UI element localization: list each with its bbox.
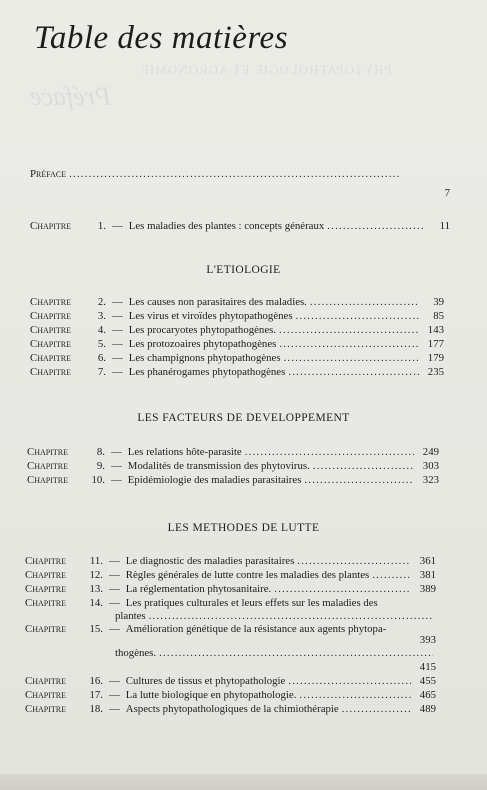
chapter-label: Chapitre — [27, 460, 68, 472]
chapter-label: Chapitre — [30, 310, 71, 322]
chapter-number: 5. — [97, 338, 106, 350]
chapter-number: 6. — [97, 352, 106, 364]
toc-entry-chapter-3[interactable] — [30, 310, 444, 323]
chapter-title: Les causes non parasitaires des maladies. — [128, 296, 307, 308]
dot-leader — [299, 689, 411, 702]
page-number: 455 — [419, 675, 436, 687]
chapter-number: 7. — [97, 366, 106, 378]
toc-entry-chapter-13[interactable] — [25, 583, 436, 596]
chapter-label: Chapitre — [30, 366, 71, 378]
page-number: 143 — [427, 324, 444, 336]
toc-entry-chapter-10[interactable] — [27, 474, 439, 487]
dash: — — [112, 366, 123, 378]
chapter-label: Chapitre — [25, 569, 66, 581]
dash: — — [109, 597, 120, 609]
chapter-number: 15. — [89, 623, 103, 635]
page-number: 361 — [419, 555, 436, 567]
toc-entry-chapter-15[interactable] — [25, 623, 436, 636]
chapter-label: Chapitre — [25, 555, 66, 567]
chapter-label: Chapitre — [25, 689, 66, 701]
dot-leader — [310, 296, 419, 309]
dash: — — [112, 338, 123, 350]
preface-page-row — [400, 187, 450, 200]
page-number: 489 — [419, 703, 436, 715]
toc-entry-chapter-1[interactable] — [30, 220, 450, 233]
dash: — — [109, 555, 120, 567]
chapter-label: Chapitre — [27, 474, 68, 486]
chapter-title: Les phanérogames phytopathogènes — [128, 366, 286, 378]
dot-leader — [304, 474, 414, 487]
toc-entry-chapter-11[interactable] — [25, 555, 436, 568]
dot-leader — [149, 610, 433, 623]
preface-label: Préface — [30, 168, 67, 180]
dot-leader — [296, 310, 419, 323]
toc-entry-chapter-18[interactable] — [25, 703, 436, 716]
chapter-number: 13. — [89, 583, 103, 595]
chapter-number: 3. — [97, 310, 106, 322]
chapter-label: Chapitre — [30, 324, 71, 336]
dot-leader — [279, 324, 419, 337]
page-number: 249 — [422, 446, 439, 458]
chapter-number: 4. — [97, 324, 106, 336]
dot-leader — [297, 555, 411, 568]
chapter-title: Les procaryotes phytopathogènes. — [128, 324, 277, 336]
chapter-number: 9. — [96, 460, 105, 472]
dash: — — [109, 583, 120, 595]
dash: — — [112, 220, 123, 232]
page-number: 389 — [419, 583, 436, 595]
dash: — — [109, 569, 120, 581]
dot-leader — [327, 220, 425, 233]
section-heading-methodes: LES METHODES DE LUTTE — [167, 522, 320, 534]
chapter-label: Chapitre — [30, 352, 71, 364]
dash: — — [109, 623, 120, 635]
page-number: 393 — [419, 634, 436, 646]
dash: — — [109, 689, 120, 701]
chapter-number: 10. — [91, 474, 105, 486]
chapter-label: Chapitre — [25, 597, 66, 609]
chapter-title: La lutte biologique en phytopathologie. — [125, 689, 297, 701]
show-through-text: Préface — [30, 82, 111, 111]
toc-entry-preface[interactable] — [30, 168, 402, 181]
chapter-number: 17. — [89, 689, 103, 701]
section-heading-facteurs: LES FACTEURS DE DEVELOPPEMENT — [137, 412, 350, 424]
dot-leader — [372, 569, 411, 582]
dot-leader — [159, 647, 433, 660]
chapter-15-page-row — [396, 661, 436, 674]
toc-entry-chapter-6[interactable] — [30, 352, 444, 365]
dot-leader — [69, 168, 399, 181]
chapter-number: 12. — [89, 569, 103, 581]
chapter-number: 1. — [97, 220, 106, 232]
toc-entry-chapter-4[interactable] — [30, 324, 444, 337]
chapter-number: 18. — [89, 703, 103, 715]
toc-entry-chapter-2[interactable] — [30, 296, 444, 309]
page-number: 465 — [419, 689, 436, 701]
chapter-title: Le diagnostic des maladies parasitaires — [125, 555, 295, 567]
page-title: Table des matières — [34, 20, 289, 56]
chapter-title: Cultures de tissus et phytopathologie — [125, 675, 286, 687]
dot-leader — [245, 446, 414, 459]
chapter-title: La réglementation phytosanitaire. — [125, 583, 272, 595]
toc-entry-chapter-12[interactable] — [25, 569, 436, 582]
dash: — — [111, 446, 122, 458]
dot-leader — [288, 366, 419, 379]
page-number: 7 — [444, 187, 450, 199]
chapter-title: Règles générales de lutte contre les maladies des plantes — [125, 569, 370, 581]
dash: — — [109, 703, 120, 715]
page-number: 179 — [427, 352, 444, 364]
chapter-number: 8. — [96, 446, 105, 458]
page-number: 381 — [419, 569, 436, 581]
dash: — — [112, 352, 123, 364]
toc-entry-chapter-14-cont[interactable] — [115, 610, 436, 623]
chapter-title: Les protozoaires phytopathogènes — [128, 338, 277, 350]
page-number: 235 — [427, 366, 444, 378]
toc-entry-chapter-8[interactable] — [27, 446, 439, 459]
chapter-title: Modalités de transmission des phytovirus. — [127, 460, 310, 472]
chapter-title: Les maladies des plantes : concepts généraux — [128, 220, 325, 232]
page-bottom-edge — [0, 774, 487, 790]
chapter-number: 2. — [97, 296, 106, 308]
chapter-title: Amélioration génétique de la résistance aux agents phytopa- — [125, 623, 387, 635]
toc-entry-chapter-15-cont[interactable] — [115, 647, 436, 660]
toc-entry-chapter-16[interactable] — [25, 675, 436, 688]
dot-leader — [288, 675, 411, 688]
toc-entry-chapter-5[interactable] — [30, 338, 444, 351]
dot-leader — [284, 352, 419, 365]
dot-leader — [313, 460, 414, 473]
page-number: 85 — [433, 310, 444, 322]
chapter-label: Chapitre — [30, 296, 71, 308]
chapter-title-continued: thogènes. — [115, 647, 157, 659]
chapter-label: Chapitre — [25, 583, 66, 595]
chapter-title: Aspects phytopathologiques de la chimiothérapie — [125, 703, 339, 715]
dash: — — [112, 296, 123, 308]
page-number: 323 — [422, 474, 439, 486]
chapter-title-continued: plantes — [115, 610, 146, 622]
dash: — — [112, 310, 123, 322]
dash: — — [111, 460, 122, 472]
chapter-number: 11. — [89, 555, 103, 567]
section-heading-etiologie: L'ETIOLOGIE — [206, 264, 281, 276]
chapter-label: Chapitre — [30, 220, 71, 232]
show-through-text: PHYTOPATHOLOGIE ET AGRONOMIE — [140, 62, 392, 77]
chapter-label: Chapitre — [25, 675, 66, 687]
page-number: 415 — [419, 661, 436, 673]
dot-leader — [274, 583, 411, 596]
chapter-title: Les pratiques culturales et leurs effets sur les maladies des — [125, 597, 378, 609]
chapter-number: 16. — [89, 675, 103, 687]
chapter-title: Les virus et viroïdes phytopathogènes — [128, 310, 293, 322]
page-number: 39 — [433, 296, 444, 308]
chapter-title: Les champignons phytopathogènes — [128, 352, 281, 364]
page-number: 303 — [422, 460, 439, 472]
chapter-title: Les relations hôte-parasite — [127, 446, 242, 458]
toc-entry-chapter-17[interactable] — [25, 689, 436, 702]
page-number: 177 — [427, 338, 444, 350]
chapter-title: Epidémiologie des maladies parasitaires — [127, 474, 302, 486]
chapter-number: 14. — [89, 597, 103, 609]
toc-entry-chapter-7[interactable] — [30, 366, 444, 379]
chapter-label: Chapitre — [25, 623, 66, 635]
dash: — — [112, 324, 123, 336]
dash: — — [111, 474, 122, 486]
toc-entry-chapter-9[interactable] — [27, 460, 439, 473]
toc-entry-chapter-14[interactable] — [25, 597, 436, 610]
dot-leader — [279, 338, 419, 351]
dot-leader — [342, 703, 411, 716]
dash: — — [109, 675, 120, 687]
page-number: 11 — [439, 220, 450, 232]
chapter-label: Chapitre — [27, 446, 68, 458]
chapter-label: Chapitre — [30, 338, 71, 350]
chapter-label: Chapitre — [25, 703, 66, 715]
